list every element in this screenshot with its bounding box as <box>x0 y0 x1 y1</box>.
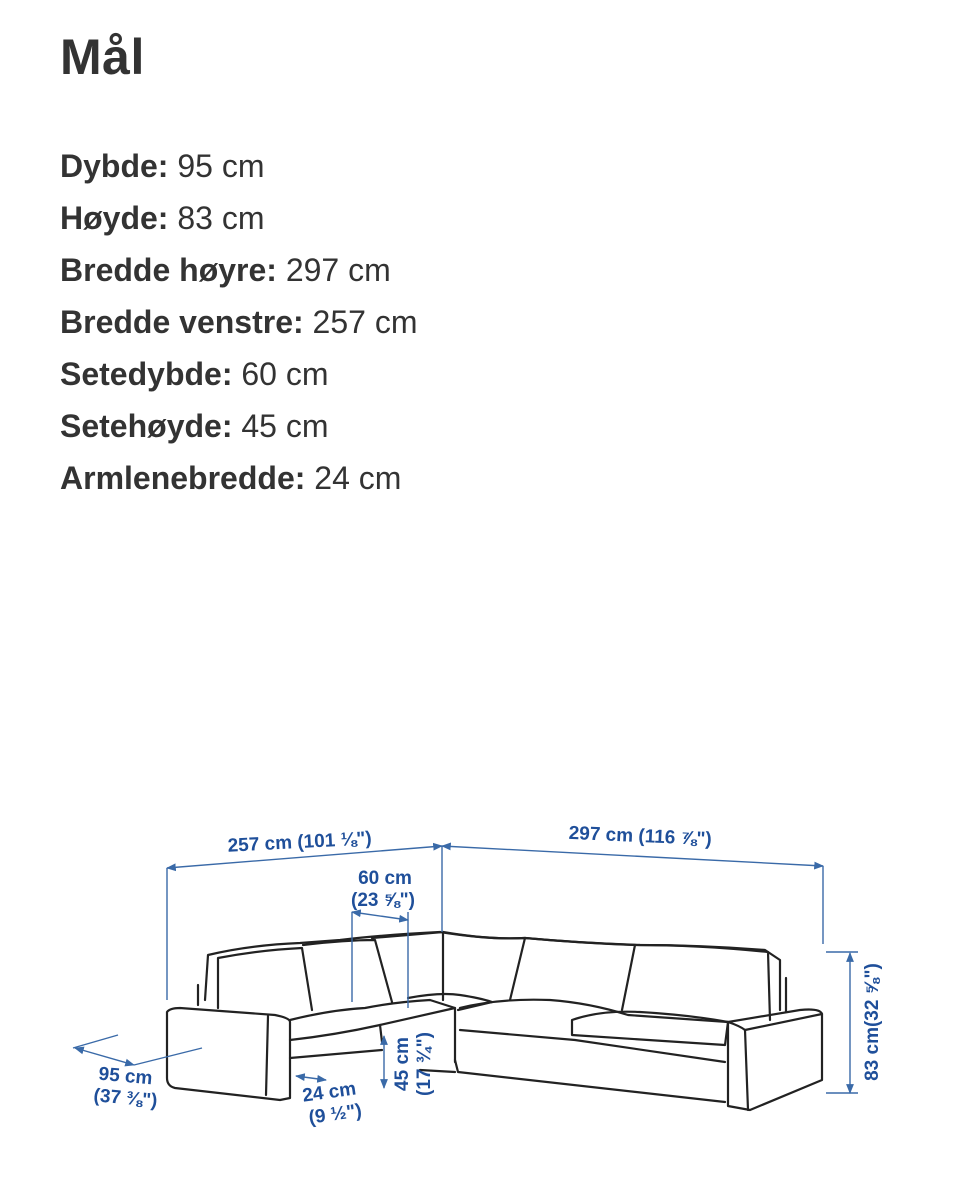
spec-width-right: Bredde høyre: 297 cm <box>60 252 391 288</box>
dimension-lines <box>73 846 858 1093</box>
label-depth-in: (37 ⅜") <box>92 1085 159 1112</box>
label-height: 83 cm(32 ⅝") <box>862 963 883 1081</box>
label-seat-height-cm: 45 cm <box>392 1037 413 1091</box>
spec-width-left: Bredde venstre: 257 cm <box>60 304 418 340</box>
label-arm-in: (9 ½") <box>307 1100 364 1129</box>
label-seat-depth-cm: 60 cm <box>358 868 412 889</box>
spec-height: Høyde: 83 cm <box>60 200 265 236</box>
page-title: Mål <box>60 29 145 85</box>
label-width-right: 297 cm (116 ⅞") <box>568 822 713 851</box>
label-seat-height-in: (17 ¾") <box>414 1032 435 1096</box>
spec-seat-depth: Setedybde: 60 cm <box>60 356 329 392</box>
label-width-left: 257 cm (101 ⅛") <box>227 828 373 857</box>
label-seat-depth-in: (23 ⅝") <box>351 890 415 911</box>
spec-seat-height: Setehøyde: 45 cm <box>60 408 329 444</box>
sofa-illustration <box>167 932 822 1110</box>
spec-armrest-width: Armlenebredde: 24 cm <box>60 460 402 496</box>
label-depth-cm: 95 cm <box>97 1063 154 1090</box>
label-arm-cm: 24 cm <box>301 1078 358 1107</box>
spec-depth: Dybde: 95 cm <box>60 148 265 184</box>
